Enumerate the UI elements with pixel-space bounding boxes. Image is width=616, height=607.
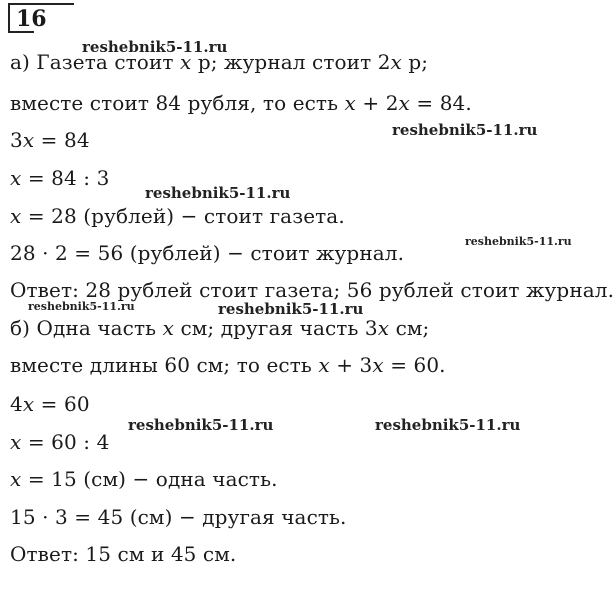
solution-line: x = 28 (рублей) − стоит газета. xyxy=(10,204,345,228)
watermark: reshebnik5-11.ru xyxy=(375,416,521,434)
watermark: reshebnik5-11.ru xyxy=(28,300,135,313)
solution-line: 3x = 84 xyxy=(10,128,90,152)
solution-line: x = 84 : 3 xyxy=(10,166,110,190)
solution-line: x = 60 : 4 xyxy=(10,430,110,454)
task-number: 16 xyxy=(8,3,74,33)
watermark: reshebnik5-11.ru xyxy=(82,38,228,56)
watermark: reshebnik5-11.ru xyxy=(128,416,274,434)
solution-line: а) Газета стоит x р; журнал стоит 2x р; xyxy=(10,50,429,74)
answer-line: Ответ: 28 рублей стоит газета; 56 рублей стоит журнал. xyxy=(10,278,615,302)
watermark: reshebnik5-11.ru xyxy=(465,235,572,248)
solution-line: 4x = 60 xyxy=(10,392,90,416)
solution-line: вместе длины 60 см; то есть x + 3x = 60. xyxy=(10,353,446,377)
solution-line: 28 · 2 = 56 (рублей) − стоит журнал. xyxy=(10,241,405,265)
solution-line: б) Одна часть x см; другая часть 3x см; xyxy=(10,316,430,340)
solution-line: вместе стоит 84 рубля, то есть x + 2x = 84. xyxy=(10,91,472,115)
watermark: reshebnik5-11.ru xyxy=(392,121,538,139)
watermark: reshebnik5-11.ru xyxy=(218,300,364,318)
watermark: reshebnik5-11.ru xyxy=(145,184,291,202)
solution-line: x = 15 (см) − одна часть. xyxy=(10,467,278,491)
answer-line: Ответ: 15 см и 45 см. xyxy=(10,542,237,566)
solution-line: 15 · 3 = 45 (см) − другая часть. xyxy=(10,505,347,529)
